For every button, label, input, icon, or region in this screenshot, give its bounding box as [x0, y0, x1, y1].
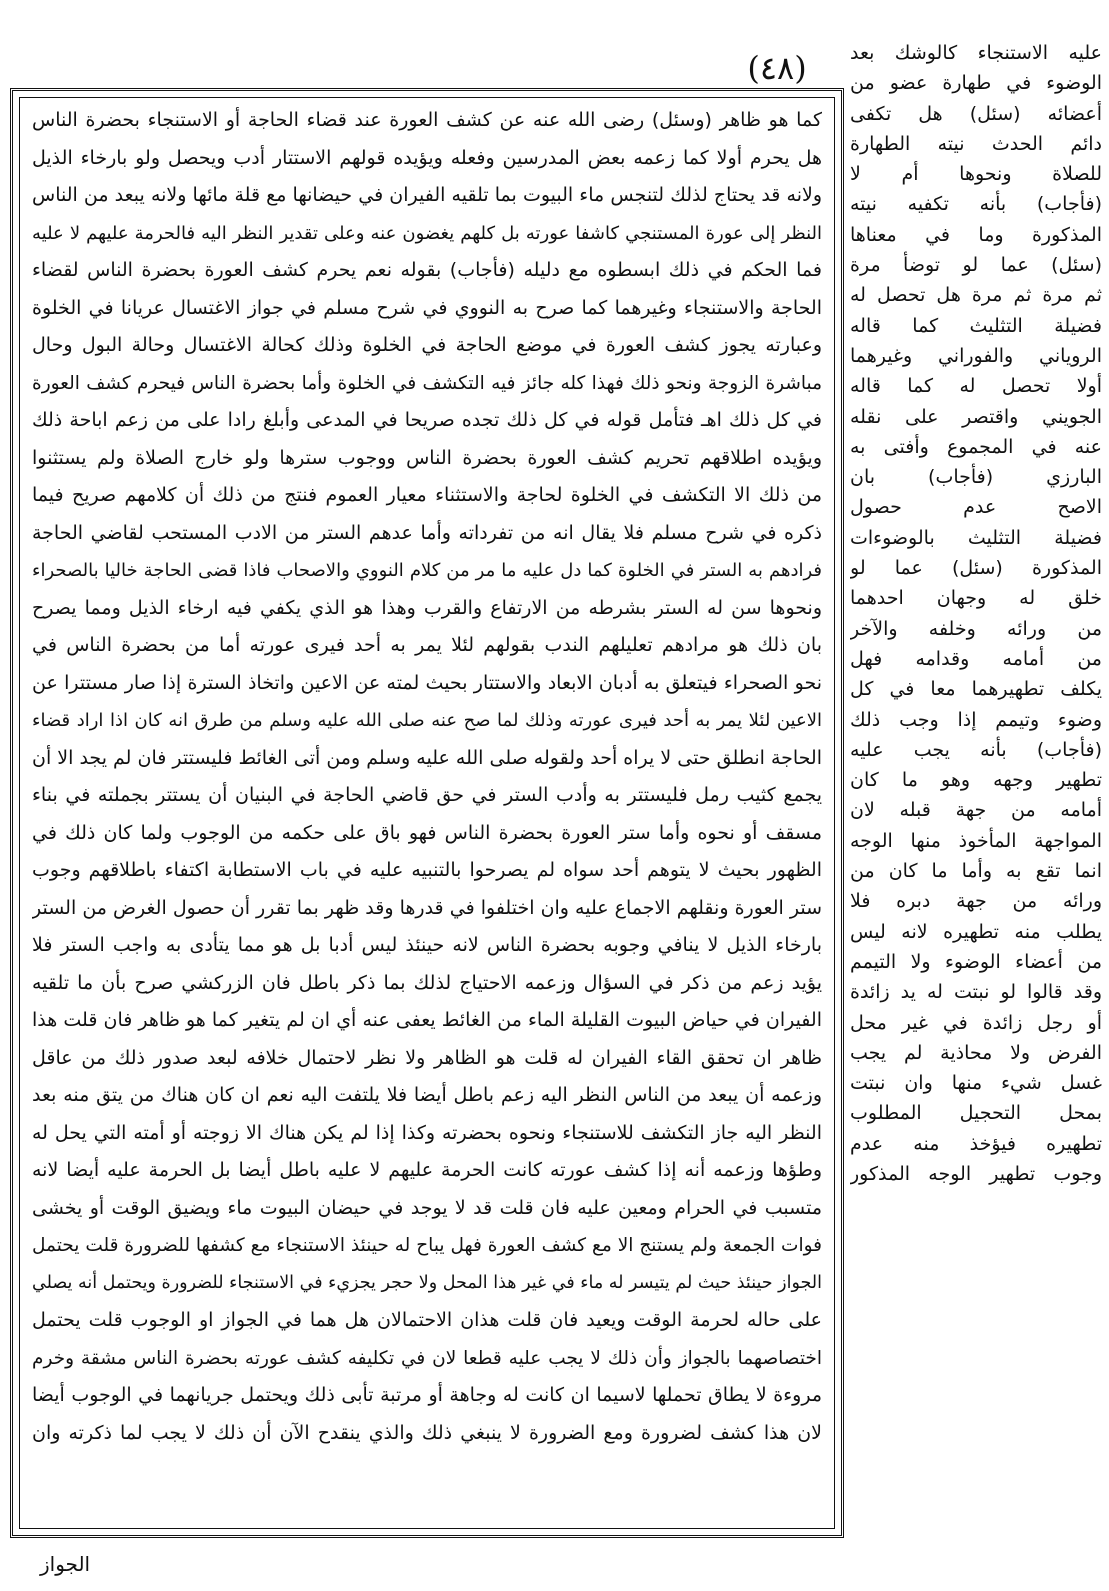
margin-text-line: تطهيره فيؤخذ منه عدم	[850, 1132, 1102, 1155]
main-text-line: في كل ذلك اهـ فتأمل قوله في كل ذلك تجده صريحا في المدعى وأبلغ رادا على من زعم اباحة ذلك	[32, 409, 822, 431]
main-text-line: الحاجة انطلق حتى لا يراه أحد ولقوله صلى الله عليه وسلم ومن أتى الغائط فليستتر فان لم يجد الا أن	[32, 746, 822, 769]
main-text-line: يؤيد زعم من ذكر في السؤال وزعمه الاحتياج لذلك بما ذكر باطل فان الزركشي صرح بأن ما تلقيه	[32, 971, 822, 994]
margin-text-line: وضوء وتيمم إذا وجب ذلك	[850, 708, 1102, 731]
main-text-line: النظر اليه جاز التكشف للاستنجاء ونحوه بحضرته وكذا إذا لم يكن هناك الا زوجته أو أمته التي يحل له	[32, 1121, 822, 1144]
margin-text-line: أولا تحصل له كما قاله	[850, 375, 1102, 398]
margin-text-line: وقد قالوا لو نبتت له يد زائدة	[850, 981, 1102, 1004]
margin-text-line: فضيلة التثليث بالوضوءات	[850, 526, 1102, 549]
main-text-line: من ذلك الا التكشف في الخلوة لحاجة والاستثناء معيار العموم فنتج من ذلك أن كلامهم صريح فيما	[32, 484, 822, 506]
main-text-line: الفيران في حياض البيوت القليلة الماء من الغائط يعفى عنه أي ان لم يتغير كما هو ظاهر فان قلت هذا	[32, 1009, 822, 1031]
main-text-line: نحو الصحراء فيتعلق به أدبان الابعاد والاستتار بحيث لمته عن الاعين واتخاذ السترة إذا صار مستترا عن	[32, 671, 822, 694]
margin-text-line: يطلب منه تطهيره لانه ليس	[850, 920, 1102, 943]
margin-text-line: المذكورة (سئل) عما لو	[850, 557, 1102, 580]
margin-text-line: المذكورة وما في معناها	[850, 223, 1102, 246]
margin-text-line: يكلف تطهيرهما معا في كل	[850, 678, 1102, 701]
main-text-line: ذكره في شرح مسلم فلا يقال انه من تفرداته وأما عدهم الستر من الادب المستحب لقاضي الحاجة	[32, 521, 822, 544]
main-text-line: فوات الجمعة ولم يستنج الا مع كشف العورة فهل يباح له حينئذ الاستنجاء مع كشفها للضرورة قلت يحتمل	[32, 1235, 822, 1256]
main-text-line: كما هو ظاهر (وسئل) رضى الله عنه عن كشف العورة عند قضاء الحاجة أو الاستنجاء بحضرة الناس	[32, 109, 822, 131]
margin-text-line: البارزي (فأجاب) بان	[850, 466, 1102, 489]
margin-text-line: تطهير وجهه وهو ما كان	[850, 769, 1102, 792]
main-text-line: فرادهم به الستر في الخلوة كما دل عليه ما مر من كلام النووي والاصحاب فاذا قضى الحاجة خاليا بالصحراء	[32, 560, 822, 581]
page-number: (٤٨)	[747, 49, 807, 87]
margin-text-line: أمامه من جهة قبله لان	[850, 799, 1102, 822]
main-text-line: ولانه قد يحتاج لذلك لتنجس ماء البيوت بما تلقيه الفيران في حيضانها مع قلة مائها ولانه يبعد من الناس	[32, 184, 822, 206]
margin-text-line: الروياني والفوراني وغيرهما	[850, 344, 1102, 367]
main-text-line: لان هذا كشف لضرورة ومع الضرورة لا ينبغي ذلك والذي ينقدح الآن أن ذلك لا يجب لما ذكرته وان	[32, 1421, 822, 1444]
margin-text-line: ثم مرة ثم مرة هل تحصل له	[850, 284, 1102, 307]
margin-text-line: دائم الحدث نيته الطهارة	[850, 132, 1102, 155]
margin-text-line: الاصح عدم حصول	[850, 496, 1102, 519]
main-text-line: بارخاء الذيل لا ينافي وجوبه بحضرة الناس لانه حينئذ ليس أدبا بل هو مما يتأدى به واجب الستر فلا	[32, 934, 822, 956]
main-text-line: النظر إلى عورة المستنجي كاشفا عورته بل كلهم يغضون عنه وعلى تقدير النظر اليه فالحرمة عليهم لا عليه	[32, 222, 822, 244]
margin-text-line: من أمامه وقدامه فهل	[850, 647, 1102, 670]
main-text-line: يجمع كثيب رمل فليستتر به وأدب الستر في حق قاضي الحاجة في البنيان أن يستتر بجملته في بناء	[32, 784, 822, 806]
margin-text-line: (فأجاب) بأنه تكفيه نيته	[850, 193, 1102, 216]
main-text-line: بان ذلك هو مرادهم تعليلهم الندب بقولهم لئلا يمر به أحد فيرى عورته أما من بحضرة الناس في	[32, 634, 822, 656]
main-text-line: الظهور بحيث لا يتوهم أحد سواه لم يصرحوا بالتنبيه عليه في باب الاستطابة اكتفاء باطلاقهم وجوب	[32, 859, 822, 881]
margin-text-line: الوضوء في طهارة عضو من	[850, 72, 1102, 95]
margin-text-line: انما تقع به وأما ما كان من	[850, 860, 1102, 883]
margin-text-line: ورائه من جهة دبره فلا	[850, 890, 1102, 913]
margin-text-line: من ورائه وخلفه والآخر	[850, 617, 1102, 640]
margin-text-line: أعضائه (سئل) هل تكفى	[850, 102, 1102, 125]
main-text-line: اختصاصهما بالجواز وأن ذلك لا يجب عليه قطعا لان في تكليفه كشف عورته بحضرة الناس مشقة وخرم	[32, 1347, 822, 1369]
margin-text-line: من أعضاء الوضوء ولا التيمم	[850, 950, 1102, 973]
main-text-line: متسبب في الحرام ومعين عليه فان قلت قد لا يوجد في حيضان البيوت ماء ويضيق الوقت أو يخشى	[32, 1196, 822, 1219]
margin-text-line: المواجهة المأخوذ منها الوجه	[850, 829, 1102, 852]
main-text-frame	[10, 88, 844, 1538]
main-text-line: مباشرة الزوجة ونحو ذلك فهذا كله جائز فيه التكشف في الخلوة وأما بحضرة الناس فيحرم كشف العورة	[32, 372, 822, 394]
main-text-line: ونحوها سن له الستر بشرطه من الارتفاع والقرب وهذا هو الذي يكفي فيه ارخاء الذيل ومما يصرح	[32, 596, 822, 619]
main-text-line: ستر العورة ونقلهم الاجماع عليه وان اختلفوا في قدرها وقد ظهر بما تقرر أن حصول الغرض من الستر	[32, 896, 822, 919]
margin-text-line: (سئل) عما لو توضأ مرة	[850, 254, 1102, 277]
margin-commentary	[850, 38, 1102, 1538]
margin-text-line: عنه في المجموع وأفتى به	[850, 435, 1102, 458]
main-text-line: مسقف أو نحوه وأما ستر العورة بحضرة الناس فهو باق على حكمه من الوجوب ولما كان ذلك في	[32, 821, 822, 844]
margin-text-line: الجويني واقتصر على نقله	[850, 405, 1102, 428]
main-text-line: وعبارته يجوز كشف العورة في موضع الحاجة في الخلوة وذلك كحالة الاغتسال وحالة البول وحال	[32, 334, 822, 356]
main-text-line: الاعين لئلا يمر به أحد فيرى عورته وذلك لما صح عنه صلى الله عليه وسلم من طرق انه كان اذا اراد قضاء	[32, 710, 822, 731]
main-text-line: وطؤها وزعمه أنه إذا كشف عورته كانت الحرمة عليهم لا عليه باطل أيضا بل الحرمة عليه أيضا لانه	[32, 1159, 822, 1181]
main-text-line: الجواز حينئذ حيث لم يتيسر له ماء في غير هذا المحل ولا حجر يجزيء في الاستنجاء للضرورة ويحتمل أنه يصلي	[32, 1272, 822, 1293]
margin-text-line: وجوب تطهير الوجه المذكور	[850, 1162, 1102, 1185]
main-text-line: فما الحكم في ذلك ابسطوه مع دليله (فأجاب) بقوله نعم يحرم كشف العورة بحضرة الناس لقضاء	[32, 259, 822, 281]
main-text-line: هل يحرم أولا كما زعمه بعض المدرسين وفعله ويؤيده قولهم الاستتار أدب ويحصل ولو بارخاء الذيل	[32, 146, 822, 169]
main-text-line: مروءة لا يطاق تحملها لاسيما ان كانت له وجاهة أو مرتبة تأبى ذلك ويحتمل جريانهما في الوجوب أيضا	[32, 1384, 822, 1406]
main-text-line: ويؤيده اطلاقهم تحريم كشف العورة بحضرة الناس ووجوب سترها ولو خارج الصلاة ولم يستثنوا	[32, 446, 822, 469]
margin-text-line: أو رجل زائدة في غير محل	[850, 1011, 1102, 1034]
catchword: الجواز	[40, 1552, 91, 1576]
margin-text-line: (فأجاب) بأنه يجب عليه	[850, 738, 1102, 761]
main-text-line: ظاهر ان تحقق القاء الفيران له قلت هو الظاهر ولا نظر لاحتمال خلافه لبعد صدور ذلك من عاقل	[32, 1046, 822, 1069]
main-text-line: وزعمه أن يبعد من الناس النظر اليه زعم باطل أيضا فلا يلتفت اليه نعم ان كان هناك من يتق منه بعد	[32, 1084, 822, 1106]
main-text-inner-border	[19, 97, 835, 1529]
margin-text-line: الفرض ولا محاذية لم يجب	[850, 1041, 1102, 1064]
margin-text-line: للصلاة ونحوها أم لا	[850, 163, 1102, 186]
main-text-body	[32, 102, 822, 1452]
margin-text-line: خلق له وجهان احدهما	[850, 587, 1102, 610]
margin-text-line: فضيلة التثليث كما قاله	[850, 314, 1102, 337]
main-text-line: على حاله لحرمة الوقت ويعيد فان قلت هذان الاحتمالان هل هما في الجواز او الوجوب قلت يحتمل	[32, 1309, 822, 1331]
margin-text-line: بمحل التحجيل المطلوب	[850, 1102, 1102, 1125]
margin-text-line: غسل شيء منها وان نبتت	[850, 1072, 1102, 1095]
main-text-line: الحاجة والاستنجاء وغيرهما كما صرح به النووي في شرح مسلم في جواز الاغتسال عريانا في الخلوة	[32, 296, 822, 319]
margin-text-line: عليه الاستنجاء كالوشك بعد	[850, 42, 1102, 64]
